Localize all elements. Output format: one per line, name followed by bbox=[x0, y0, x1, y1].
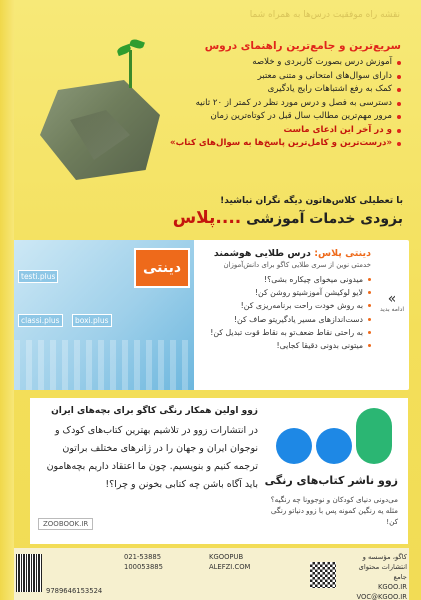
zoo-text bbox=[38, 406, 258, 494]
zoo-logo-shape bbox=[316, 428, 352, 464]
features-heading: سریع‌ترین و جامع‌ترین راهنمای دروس bbox=[204, 40, 401, 52]
dinti-title-rest: درس طلایی هوشمند bbox=[213, 248, 315, 259]
isbn-barcode bbox=[16, 554, 42, 592]
services-headline bbox=[153, 208, 403, 228]
feature-item: دارای سوال‌های امتحانی و متنی معتبر bbox=[161, 70, 401, 84]
dinti-card-text bbox=[181, 248, 371, 352]
services-plus: ....پلاس bbox=[172, 208, 242, 228]
top-banner: نقشه راه موفقیت درس‌ها به همراه شما bbox=[249, 10, 400, 20]
features-list bbox=[161, 56, 401, 151]
zoo-website: ZOOBOOK.IR bbox=[38, 518, 93, 530]
zoo-tagline: زوو ناشر کتاب‌های رنگی bbox=[264, 474, 398, 487]
dinti-card-item: به راحتی نقاط ضعف‌تو به نقاط قوت تبدیل کن! bbox=[181, 326, 371, 339]
feature-item: مرور مهم‌ترین مطالب سال قبل در کوتاه‌ترین زمان bbox=[161, 110, 401, 124]
dinti-title-orange: دینتی پلاس: bbox=[314, 248, 371, 259]
feature-item-highlight: «درست‌ترین و کامل‌ترین پاسخ‌ها به سوال‌های کتاب» bbox=[161, 137, 401, 151]
footer-phone: 021-53885 bbox=[124, 553, 162, 561]
dinti-card-list bbox=[181, 273, 371, 352]
footer-social-handle: KGOOPUB bbox=[209, 553, 244, 561]
zoo-publisher-block bbox=[30, 398, 408, 544]
testi-plus-tile: testi.plus bbox=[18, 270, 58, 283]
dinti-card-item: به روش خودت راحت برنامه‌ریزی کن! bbox=[181, 299, 371, 312]
zoo-tagline-sub: می‌دونی دنیای کودکان و نوجوونا چه رنگیه؟ مثله یه رنگین کمونه پس با زوو دنیاتو رنگی کن! bbox=[270, 495, 398, 526]
sprout-leaf bbox=[129, 38, 145, 50]
footer-sms: 100053885 bbox=[124, 563, 163, 571]
footer-publisher-name: کاگو، مؤسسه و انتشارات محتوای جامع bbox=[358, 553, 407, 581]
services-block bbox=[153, 196, 403, 228]
services-headline-text: بزودی خدمات آموزشی bbox=[246, 211, 403, 227]
chevron-right-icon: » bbox=[387, 291, 397, 307]
spine-strip bbox=[0, 0, 14, 600]
dinti-image-panel bbox=[14, 240, 194, 390]
dinti-logo: دینتی bbox=[134, 248, 190, 288]
isbn-number: 9789646153524 bbox=[46, 587, 103, 595]
dinti-plus-card bbox=[14, 240, 409, 390]
zoo-heading: زوو اولین همکار رنگی کاگو برای بچه‌های ایران bbox=[51, 406, 258, 416]
features-block bbox=[161, 40, 401, 151]
more-arrow-label: ادامه بدید bbox=[380, 306, 404, 313]
footer-social bbox=[209, 552, 304, 572]
zoo-paragraph: در انتشارات زوو در تلاشیم بهترین کتاب‌های کودک و نوجوان ایران و جهان را در ژانرهای مختلف براتون ترجمه کنیم و بنویسیم. چون ما اعتقاد داریم بچه‌هامون باید آگاه باشن چه کتابی بخونن و چرا؟! bbox=[46, 425, 258, 490]
footer-social-site: ALEFZI.COM bbox=[209, 563, 251, 571]
feature-item: آموزش درس بصورت کاربردی و خلاصه bbox=[161, 56, 401, 70]
footer-email: VOC@KGOO.IR bbox=[356, 593, 407, 600]
services-tagline: با تعطیلی کلاس‌هاتون دیگه نگران نباشید! bbox=[220, 196, 403, 206]
sprout-icon bbox=[115, 40, 145, 90]
dinti-card-title bbox=[181, 248, 371, 259]
dinti-card-subtitle: خدمتی نوین از سری طلایی کاگو برای دانش‌آموزان bbox=[223, 261, 371, 269]
qr-code-icon bbox=[310, 562, 336, 588]
footer-publisher bbox=[345, 552, 407, 600]
dinti-card-item: دست‌اندازهای مسیر یادگیریتو صاف کن! bbox=[181, 313, 371, 326]
zoo-logo-shape bbox=[356, 408, 392, 464]
footer-strip bbox=[14, 548, 409, 600]
classi-plus-tile: classi.plus bbox=[18, 314, 63, 327]
dinti-card-item: میدونی میخوای چیکاره بشی؟! bbox=[181, 273, 371, 286]
dinti-card-item: لایو لوکیشن آموزشیتو روشن کن! bbox=[181, 286, 371, 299]
feature-item: دسترسی به فصل و درس مورد نظر در کمتر از ۲۰ ثانیه bbox=[161, 97, 401, 111]
footer-site: KGOO.IR bbox=[377, 583, 407, 591]
zoo-logo-shape bbox=[276, 428, 312, 464]
dinti-card-item: میتونی بدونی دقیقا کجایی! bbox=[181, 339, 371, 352]
more-arrow bbox=[379, 292, 405, 332]
zoo-logo bbox=[276, 408, 394, 470]
rock-illustration bbox=[30, 40, 180, 190]
sprout-stem bbox=[129, 50, 132, 88]
boxi-plus-tile: boxi.plus bbox=[72, 314, 112, 327]
footer-phones bbox=[124, 552, 209, 572]
feature-item-highlight: و در آخر این ادعای ماست bbox=[161, 124, 401, 138]
feature-item: کمک به رفع اشتباهات رایج یادگیری bbox=[161, 83, 401, 97]
